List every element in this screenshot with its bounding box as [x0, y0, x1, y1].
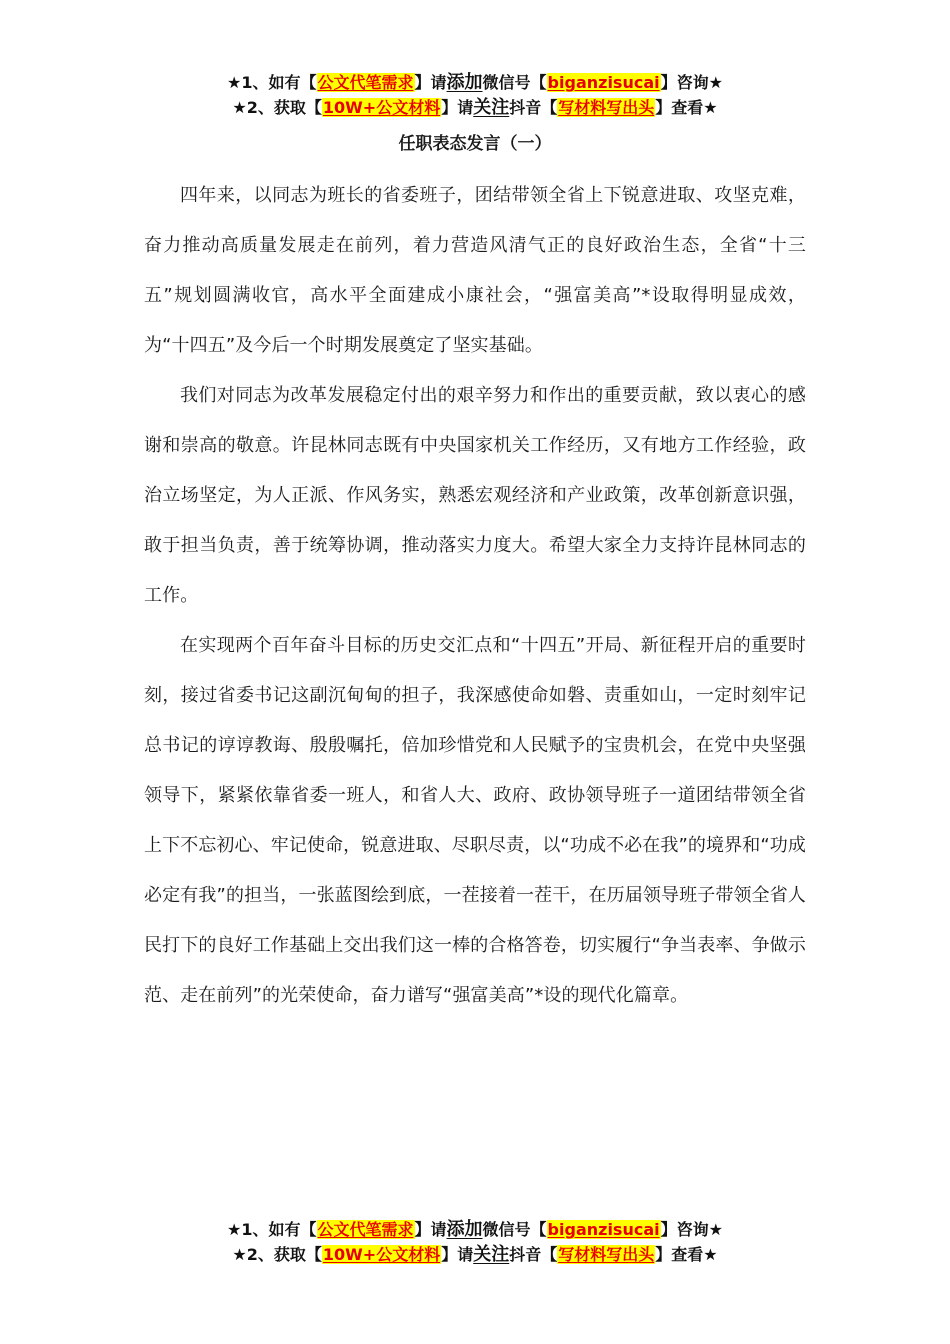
document-title: 任职表态发言（一） — [398, 134, 552, 154]
promo-text: ★2、获取【 — [232, 98, 322, 117]
promo-douyin-id: 写材料写出头 — [558, 98, 655, 117]
promo-emphasis: 关注 — [473, 1244, 510, 1265]
promo-line-1 — [0, 1217, 950, 1242]
promo-highlight: 公文代笔需求 — [317, 1220, 414, 1239]
promo-text: 】查看★ — [655, 98, 718, 117]
promo-text: 】咨询★ — [660, 73, 723, 92]
promo-wechat-id: biganzisucai — [547, 73, 660, 92]
promo-highlight: 公文代笔需求 — [317, 73, 414, 92]
promo-text: ★2、获取【 — [232, 1245, 322, 1264]
promo-emphasis: 添加 — [446, 1219, 483, 1240]
promo-emphasis: 关注 — [473, 97, 510, 118]
promo-highlight: 10W+公文材料 — [322, 1245, 441, 1264]
promo-text: 抖音【 — [509, 98, 558, 117]
promo-banner-top — [0, 70, 950, 120]
paragraph-1: 四年来，以同志为班长的省委班子，团结带领全省上下锐意进取、攻坚克难，奋力推动高质量发展走在前列，着力营造风清气正的良好政治生态，全省“十三五”规划圆满收官，高水平全面建成小康社会，“强富美高”*设取得明显成效，为“十四五”及今后一个时期发展奠定了坚实基础。 — [144, 185, 806, 356]
document-body — [144, 171, 806, 1021]
promo-text: 】查看★ — [655, 1245, 718, 1264]
promo-text: 微信号【 — [482, 73, 547, 92]
promo-text: 】请 — [414, 1220, 447, 1239]
promo-text: 抖音【 — [509, 1245, 558, 1264]
promo-text: 】请 — [414, 73, 447, 92]
promo-text: 】请 — [441, 98, 474, 117]
promo-text: ★1、如有【 — [227, 73, 317, 92]
promo-banner-bottom — [0, 1217, 950, 1267]
paragraph-2: 我们对同志为改革发展稳定付出的艰辛努力和作出的重要贡献，致以衷心的感谢和崇高的敬意。许昆林同志既有中央国家机关工作经历，又有地方工作经验，政治立场坚定，为人正派、作风务实，熟悉宏观经济和产业政策，改革创新意识强，敢于担当负责，善于统筹协调，推动落实力度大。希望大家全力支持许昆林同志的工作。 — [144, 385, 806, 606]
promo-wechat-id: biganzisucai — [547, 1220, 660, 1239]
promo-text: 】咨询★ — [660, 1220, 723, 1239]
promo-text: 微信号【 — [482, 1220, 547, 1239]
promo-line-1 — [0, 70, 950, 95]
promo-text: ★1、如有【 — [227, 1220, 317, 1239]
promo-text: 】请 — [441, 1245, 474, 1264]
promo-line-2 — [0, 95, 950, 120]
paragraph-3: 在实现两个百年奋斗目标的历史交汇点和“十四五”开局、新征程开启的重要时刻，接过省委书记这副沉甸甸的担子，我深感使命如磐、责重如山，一定时刻牢记总书记的谆谆教诲、殷殷嘱托，倍加珍惜党和人民赋予的宝贵机会，在党中央坚强领导下，紧紧依靠省委一班人，和省人大、政府、政协领导班子一道团结带领全省上下不忘初心、牢记使命，锐意进取、尽职尽责，以“功成不必在我”的境界和“功成必定有我”的担当，一张蓝图绘到底，一茬接着一茬干，在历届领导班子带领全省人民打下的良好工作基础上交出我们这一棒的合格答卷，切实履行“争当表率、争做示范、走在前列”的光荣使命，奋力谱写“强富美高”*设的现代化篇章。 — [144, 635, 806, 1006]
promo-douyin-id: 写材料写出头 — [558, 1245, 655, 1264]
promo-emphasis: 添加 — [446, 72, 483, 93]
promo-highlight: 10W+公文材料 — [322, 98, 441, 117]
promo-line-2 — [0, 1242, 950, 1267]
